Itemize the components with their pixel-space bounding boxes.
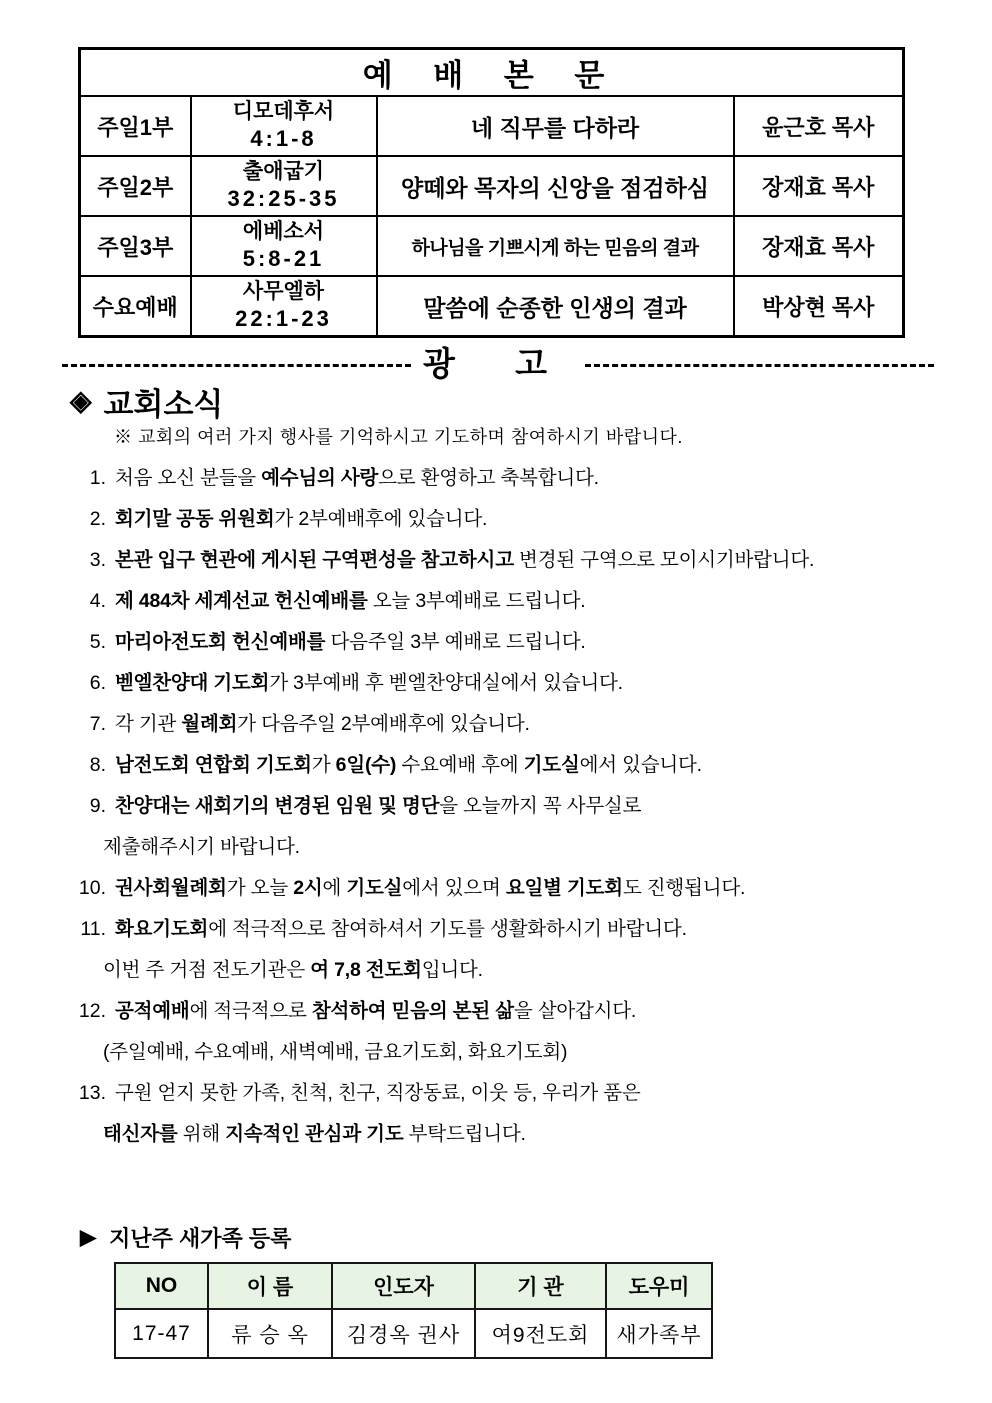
church-news-title: 교회소식	[103, 387, 224, 422]
news-item-number: 11.	[80, 918, 106, 940]
news-item-number: 5.	[89, 631, 106, 653]
worship-scripture-table	[78, 47, 905, 338]
new-family-body	[115, 1309, 712, 1358]
service-name: 수요예배	[80, 276, 191, 337]
news-item	[58, 745, 948, 786]
new-family-cell: 새가족부	[606, 1309, 712, 1358]
news-item-continuation	[58, 1032, 948, 1073]
news-item-number: 9.	[89, 795, 106, 817]
preacher-name: 윤근호 목사	[734, 96, 904, 156]
scripture-reference	[191, 156, 377, 216]
news-item-text: 마리아전도회 헌신예배를 다음주일 3부 예배로 드립니다.	[115, 631, 586, 653]
divider-dash-left	[62, 364, 411, 367]
news-item-text: 제 484차 세계선교 헌신예배를 오늘 3부예배로 드립니다.	[115, 590, 586, 612]
sermon-title: 양떼와 목자의 신앙을 점검하심	[377, 156, 734, 216]
news-item-text: 구원 얻지 못한 가족, 친척, 친구, 직장동료, 이웃 등, 우리가 품은	[115, 1082, 641, 1104]
news-item	[58, 909, 948, 950]
news-item-text: 제출해주시기 바랍니다.	[103, 836, 300, 858]
news-item-text: 이번 주 거점 전도기관은 여 7,8 전도회입니다.	[103, 959, 483, 981]
news-item-number: 8.	[89, 754, 106, 776]
news-item-number: 3.	[89, 549, 106, 571]
news-item	[58, 622, 948, 663]
worship-table-title: 예 배 본 문	[80, 49, 904, 97]
news-item	[58, 1073, 948, 1114]
scripture-verse: 5:8-21	[242, 246, 325, 272]
new-family-column-header: 이 름	[208, 1263, 332, 1309]
news-item-number: 13.	[78, 1082, 106, 1104]
new-family-column-header: 인도자	[332, 1263, 475, 1309]
worship-row	[80, 156, 904, 216]
news-item-number: 6.	[89, 672, 106, 694]
news-item-text: 남전도회 연합회 기도회가 6일(수) 수요예배 후에 기도실에서 있습니다.	[115, 754, 702, 776]
news-item-text: (주일예배, 수요예배, 새벽예배, 금요기도회, 화요기도회)	[103, 1041, 568, 1063]
new-family-heading	[80, 1222, 291, 1253]
news-item-text: 벧엘찬양대 기도회가 3부예배 후 벧엘찬양대실에서 있습니다.	[115, 672, 623, 694]
news-item	[58, 704, 948, 745]
news-item-text: 공적예배에 적극적으로 참석하여 믿음의 본된 삶을 살아갑시다.	[115, 1000, 637, 1022]
news-item	[58, 663, 948, 704]
news-item-text: 찬양대는 새회기의 변경된 임원 및 명단을 오늘까지 꼭 사무실로	[115, 795, 642, 817]
worship-row	[80, 216, 904, 276]
news-item-text: 회기말 공동 위원회가 2부예배후에 있습니다.	[115, 508, 488, 530]
new-family-cell: 17-47	[115, 1309, 208, 1358]
news-item	[58, 458, 948, 499]
new-family-table	[114, 1262, 713, 1359]
news-item-continuation	[58, 827, 948, 868]
news-item-text: 권사회월례회가 오늘 2시에 기도실에서 있으며 요일별 기도회도 진행됩니다.	[115, 877, 746, 899]
service-name: 주일2부	[80, 156, 191, 216]
diamond-icon: ◈	[70, 385, 92, 417]
scripture-verse: 22:1-23	[235, 306, 332, 332]
worship-row	[80, 276, 904, 337]
news-item-text: 처음 오신 분들을 예수님의 사랑으로 환영하고 축복합니다.	[115, 467, 599, 489]
news-item-number: 2.	[89, 508, 106, 530]
new-family-row	[115, 1309, 712, 1358]
news-item-text: 본관 입구 현관에 게시된 구역편성을 참고하시고 변경된 구역으로 모이시기바랍니다.	[115, 549, 815, 571]
worship-table-body	[80, 96, 904, 337]
scripture-book: 에베소서	[242, 220, 325, 244]
news-item	[58, 581, 948, 622]
new-family-cell: 김경옥 권사	[332, 1309, 475, 1358]
new-family-column-header: NO	[115, 1263, 208, 1309]
news-item-number: 12.	[78, 1000, 106, 1022]
news-item-text: 태신자를 위해 지속적인 관심과 기도 부탁드립니다.	[103, 1123, 526, 1145]
sermon-title: 하나님을 기쁘시게 하는 믿음의 결과	[377, 216, 734, 276]
announcement-divider	[62, 338, 934, 385]
church-news-note: ※ 교회의 여러 가지 행사를 기억하시고 기도하며 참여하시기 바랍니다.	[114, 427, 683, 447]
scripture-book: 출애굽기	[242, 160, 325, 184]
scripture-book: 사무엘하	[242, 280, 325, 304]
news-item-number: 7.	[89, 713, 106, 735]
new-family-title: 지난주 새가족 등록	[109, 1226, 292, 1251]
church-news-list	[58, 458, 948, 1155]
scripture-reference	[191, 276, 377, 337]
news-item-number: 1.	[89, 467, 106, 489]
news-item	[58, 540, 948, 581]
church-news-heading	[70, 379, 223, 424]
news-item-number: 10.	[78, 877, 106, 899]
service-name: 주일3부	[80, 216, 191, 276]
preacher-name: 장재효 목사	[734, 156, 904, 216]
service-name: 주일1부	[80, 96, 191, 156]
news-item-number: 4.	[89, 590, 106, 612]
news-item	[58, 991, 948, 1032]
scripture-reference	[191, 216, 377, 276]
triangle-icon: ▶	[80, 1226, 97, 1249]
divider-dash-right	[585, 364, 934, 367]
sermon-title: 네 직무를 다하라	[377, 96, 734, 156]
preacher-name: 박상현 목사	[734, 276, 904, 337]
news-item	[58, 868, 948, 909]
announcement-title: 광 고	[423, 347, 574, 383]
preacher-name: 장재효 목사	[734, 216, 904, 276]
worship-table-title-row	[80, 49, 904, 97]
new-family-cell: 류 승 옥	[208, 1309, 332, 1358]
news-item	[58, 499, 948, 540]
news-item-continuation	[58, 950, 948, 991]
new-family-cell: 여9전도회	[475, 1309, 606, 1358]
scripture-verse: 32:25-35	[227, 186, 340, 212]
new-family-column-header: 도우미	[606, 1263, 712, 1309]
news-item-continuation	[58, 1114, 948, 1155]
sermon-title: 말씀에 순종한 인생의 결과	[377, 276, 734, 337]
news-item	[58, 786, 948, 827]
new-family-column-header: 기 관	[475, 1263, 606, 1309]
scripture-reference	[191, 96, 377, 156]
news-item-text: 각 기관 월례회가 다음주일 2부예배후에 있습니다.	[115, 713, 530, 735]
scripture-book: 디모데후서	[232, 100, 335, 124]
new-family-header-row	[115, 1263, 712, 1309]
news-item-text: 화요기도회에 적극적으로 참여하셔서 기도를 생활화하시기 바랍니다.	[115, 918, 687, 940]
worship-row	[80, 96, 904, 156]
scripture-verse: 4:1-8	[250, 126, 317, 152]
